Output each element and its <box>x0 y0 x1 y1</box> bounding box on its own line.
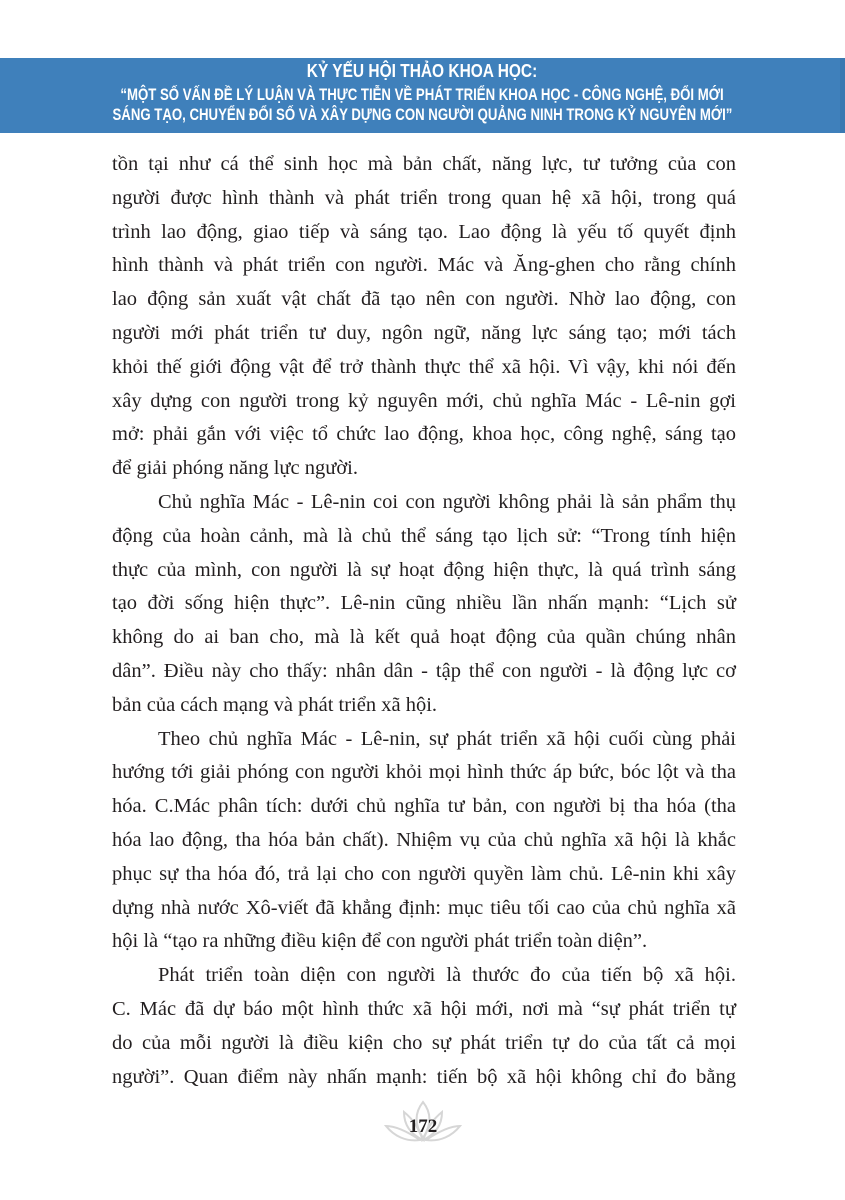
text-line: trình lao động, giao tiếp và sáng tạo. Lao động là yếu tố quyết định <box>112 220 736 243</box>
text-line: hóa lao động, tha hóa bản chất). Nhiệm vụ của chủ nghĩa xã hội là khắc <box>112 828 736 851</box>
text-line: phục sự tha hóa đó, trả lại cho con người quyền làm chủ. Lê-nin khi xây <box>112 862 736 885</box>
text-line: tạo đời sống hiện thực”. Lê-nin cũng nhiều lần nhấn mạnh: “Lịch sử <box>112 592 736 615</box>
text-line: dựng nhà nước Xô-viết đã khẳng định: mục tiêu tối cao của chủ nghĩa xã <box>112 896 736 919</box>
header-subtitle-line-2 <box>0 105 845 125</box>
text-line: mở: phải gắn với việc tổ chức lao động, khoa học, công nghệ, sáng tạo <box>112 423 736 446</box>
text-line: bản của cách mạng và phát triển xã hội. <box>112 693 438 716</box>
paragraph <box>112 486 736 723</box>
text-line: người mới phát triển tư duy, ngôn ngữ, năng lực sáng tạo; mới tách <box>112 321 736 344</box>
text-line: không do ai ban cho, mà là kết quả hoạt động của quần chúng nhân <box>112 626 736 649</box>
text-line: xây dựng con người trong kỷ nguyên mới, chủ nghĩa Mác - Lê-nin gợi <box>112 389 736 412</box>
text-line: do của mỗi người là điều kiện cho sự phát triển tự do của tất cả mọi <box>112 1031 736 1054</box>
text-line: động của hoàn cảnh, mà là chủ thể sáng tạo lịch sử: “Trong tính hiện <box>112 524 736 547</box>
text-line: hướng tới giải phóng con người khỏi mọi hình thức áp bức, bóc lột và tha <box>112 761 736 784</box>
text-line: Chủ nghĩa Mác - Lê-nin coi con người không phải là sản phẩm thụ <box>158 490 736 513</box>
text-line: người được hình thành và phát triển trong quan hệ xã hội, trong quá <box>112 186 736 209</box>
text-line: C. Mác đã dự báo một hình thức xã hội mới, nơi mà “sự phát triển tự <box>112 997 736 1020</box>
text-line: thực của mình, con người là sự hoạt động hiện thực, là quá trình sáng <box>112 558 736 581</box>
text-line: dân”. Điều này cho thấy: nhân dân - tập thể con người - là động lực cơ <box>112 659 736 682</box>
text-line: để giải phóng năng lực người. <box>112 457 358 480</box>
page-number: 172 <box>408 1116 438 1137</box>
body-text <box>112 148 736 1094</box>
page-footer <box>382 1098 464 1146</box>
paragraph <box>112 723 736 960</box>
text-line: lao động sản xuất vật chất đã tạo nên con người. Nhờ lao động, con <box>112 288 736 311</box>
header-band <box>0 58 845 133</box>
header-subtitle-line-1 <box>0 85 845 105</box>
header-subtitle-line-1-text: “MỘT SỐ VẤN ĐỀ LÝ LUẬN VÀ THỰC TIỄN VỀ PHÁT TRIỂN KHOA HỌC - CÔNG NGHỆ, ĐỔI MỚI <box>120 86 725 104</box>
text-line: Phát triển toàn diện con người là thước đo của tiến bộ xã hội. <box>158 964 736 987</box>
header-subtitle-line-2-text: SÁNG TẠO, CHUYỂN ĐỔI SỐ VÀ XÂY DỰNG CON NGƯỜI QUẢNG NINH TRONG KỶ NGUYÊN MỚI” <box>112 106 733 124</box>
text-line: hình thành và phát triển con người. Mác và Ăng-ghen cho rằng chính <box>112 254 736 277</box>
text-line: khỏi thế giới động vật để trở thành thực thể xã hội. Vì vậy, khi nói đến <box>112 355 736 378</box>
paragraph <box>112 959 736 1094</box>
header-title <box>0 60 845 82</box>
header-title-text: KỶ YẾU HỘI THẢO KHOA HỌC: <box>307 61 538 81</box>
text-line: hóa. C.Mác phân tích: dưới chủ nghĩa tư bản, con người bị tha hóa (tha <box>112 795 736 818</box>
text-line: Theo chủ nghĩa Mác - Lê-nin, sự phát triển xã hội cuối cùng phải <box>158 727 736 750</box>
paragraph <box>112 148 736 486</box>
text-line: hội là “tạo ra những điều kiện để con người phát triển toàn diện”. <box>112 930 648 953</box>
text-line: người”. Quan điểm này nhấn mạnh: tiến bộ xã hội không chỉ đo bằng <box>112 1065 736 1088</box>
text-line: tồn tại như cá thể sinh học mà bản chất, năng lực, tư tưởng của con <box>112 153 736 175</box>
